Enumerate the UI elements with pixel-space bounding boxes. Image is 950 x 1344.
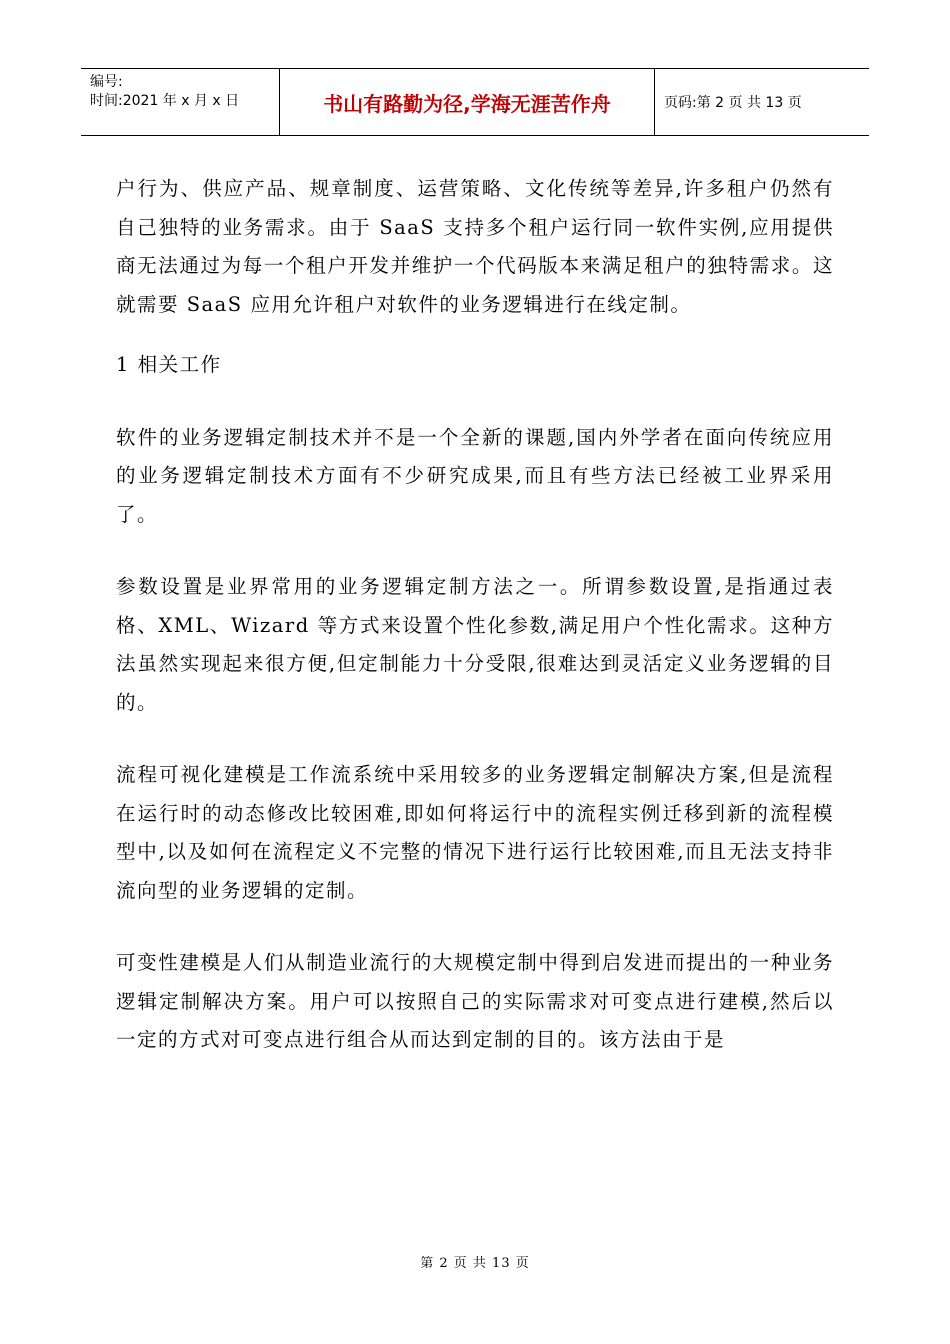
body-paragraph: 可变性建模是人们从制造业流行的大规模定制中得到启发进而提出的一种业务逻辑定制解决方案。用户可以按照自己的实际需求对可变点进行建模,然后以一定的方式对可变点进行组合从而达到定制的目的。该方法由于是 [116, 951, 834, 1051]
section-heading: 1 相关工作 [116, 353, 222, 376]
page-footer [0, 1252, 950, 1271]
header-motto: 书山有路勤为径,学海无涯苦作舟 [323, 91, 611, 116]
header-meta-cell [81, 69, 280, 135]
header-motto-cell [280, 69, 655, 135]
header-page-info: 页码:第 2 页 共 13 页 [664, 95, 802, 111]
document-time-label: 时间:2021 年 x 月 x 日 [90, 93, 240, 109]
body-paragraph: 户行为、供应产品、规章制度、运营策略、文化传统等差异,许多租户仍然有自己独特的业务需求。由于 SaaS 支持多个租户运行同一软件实例,应用提供商无法通过为每一个租户开发并维护一个代码版本来满足租户的独特需求。这就需要 SaaS 应用允许租户对软件的业务逻辑进行在线定制。 [116, 177, 834, 316]
body-paragraph: 软件的业务逻辑定制技术并不是一个全新的课题,国内外学者在面向传统应用的业务逻辑定制技术方面有不少研究成果,而且有些方法已经被工业界采用了。 [116, 425, 834, 526]
header-page-cell [655, 69, 869, 135]
footer-page-number: 第 2 页 共 13 页 [420, 1256, 530, 1271]
document-number-label: 编号: [90, 74, 123, 90]
document-body [116, 170, 834, 1060]
body-paragraph: 流程可视化建模是工作流系统中采用较多的业务逻辑定制解决方案,但是流程在运行时的动态修改比较困难,即如何将运行中的流程实例迁移到新的流程模型中,以及如何在流程定义不完整的情况下进行运行比较困难,而且无法支持非流向型的业务逻辑的定制。 [116, 763, 834, 902]
body-paragraph: 参数设置是业界常用的业务逻辑定制方法之一。所谓参数设置,是指通过表格、XML、Wizard 等方式来设置个性化参数,满足用户个性化需求。这种方法虽然实现起来很方便,但定制能力十分受限,很难达到灵活定义业务逻辑的目的。 [116, 575, 834, 714]
page-header [81, 68, 869, 136]
